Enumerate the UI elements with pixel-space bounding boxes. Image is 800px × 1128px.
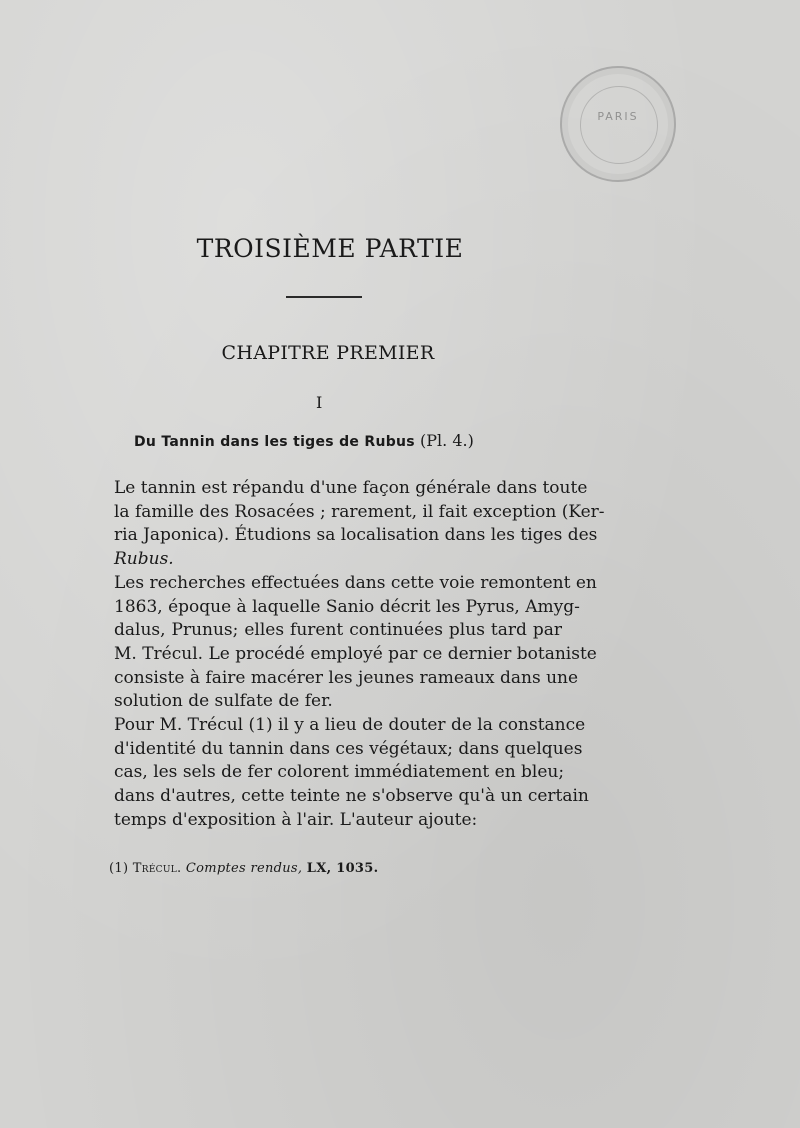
text-line: Rubus. (114, 549, 174, 570)
paragraph (114, 572, 597, 714)
footnote-ref: LX, 1035. (306, 861, 379, 876)
text-line: temps d'exposition à l'air. L'auteur ajoute: (114, 809, 478, 830)
footnote (109, 861, 378, 876)
section-heading (134, 431, 474, 450)
title-rule (286, 296, 362, 298)
text-line: cas, les sels de fer colorent immédiatement en bleu; (114, 762, 565, 783)
text-line: d'identité du tannin dans ces végétaux; dans quelques (114, 738, 583, 759)
footnote-work: Comptes rendus, (185, 861, 303, 876)
section-number: I (316, 393, 323, 412)
body-text (114, 477, 605, 833)
library-stamp (560, 66, 676, 182)
text-line: ria Japonica). Étudions sa localisation dans les tiges des (114, 525, 598, 546)
text-line: 1863, époque à laquelle Sanio décrit les Pyrus, Amyg- (114, 596, 580, 617)
text-line: solution de sulfate de fer. (114, 691, 333, 712)
text-line: Pour M. Trécul (1) il y a lieu de douter de la constance (114, 715, 586, 736)
paragraph (114, 477, 605, 572)
footnote-marker: (1) (109, 861, 129, 876)
chapter-title: CHAPITRE PREMIER (221, 342, 435, 364)
paragraph (114, 714, 589, 833)
footnote-author: Trécul. (132, 861, 182, 876)
text-line: Les recherches effectuées dans cette voie remontent en (114, 572, 597, 593)
section-heading-plate: (Pl. 4.) (420, 431, 474, 450)
text-line: Le tannin est répandu d'une façon générale dans toute (114, 478, 588, 498)
text-line: la famille des Rosacées ; rarement, il fait exception (Ker- (114, 501, 605, 522)
text-line: dalus, Prunus; elles furent continuées plus tard par (114, 620, 562, 641)
section-heading-bold: Du Tannin dans les tiges de Rubus (134, 434, 415, 450)
stamp-text: PARIS (597, 110, 639, 123)
text-line: consiste à faire macérer les jeunes rameaux dans une (114, 667, 579, 688)
stamp-inner-ring (580, 86, 658, 164)
text-line: dans d'autres, cette teinte ne s'observe qu'à un certain (114, 786, 589, 807)
part-title: TROISIÈME PARTIE (196, 234, 464, 263)
text-line: M. Trécul. Le procédé employé par ce dernier botaniste (114, 643, 597, 664)
